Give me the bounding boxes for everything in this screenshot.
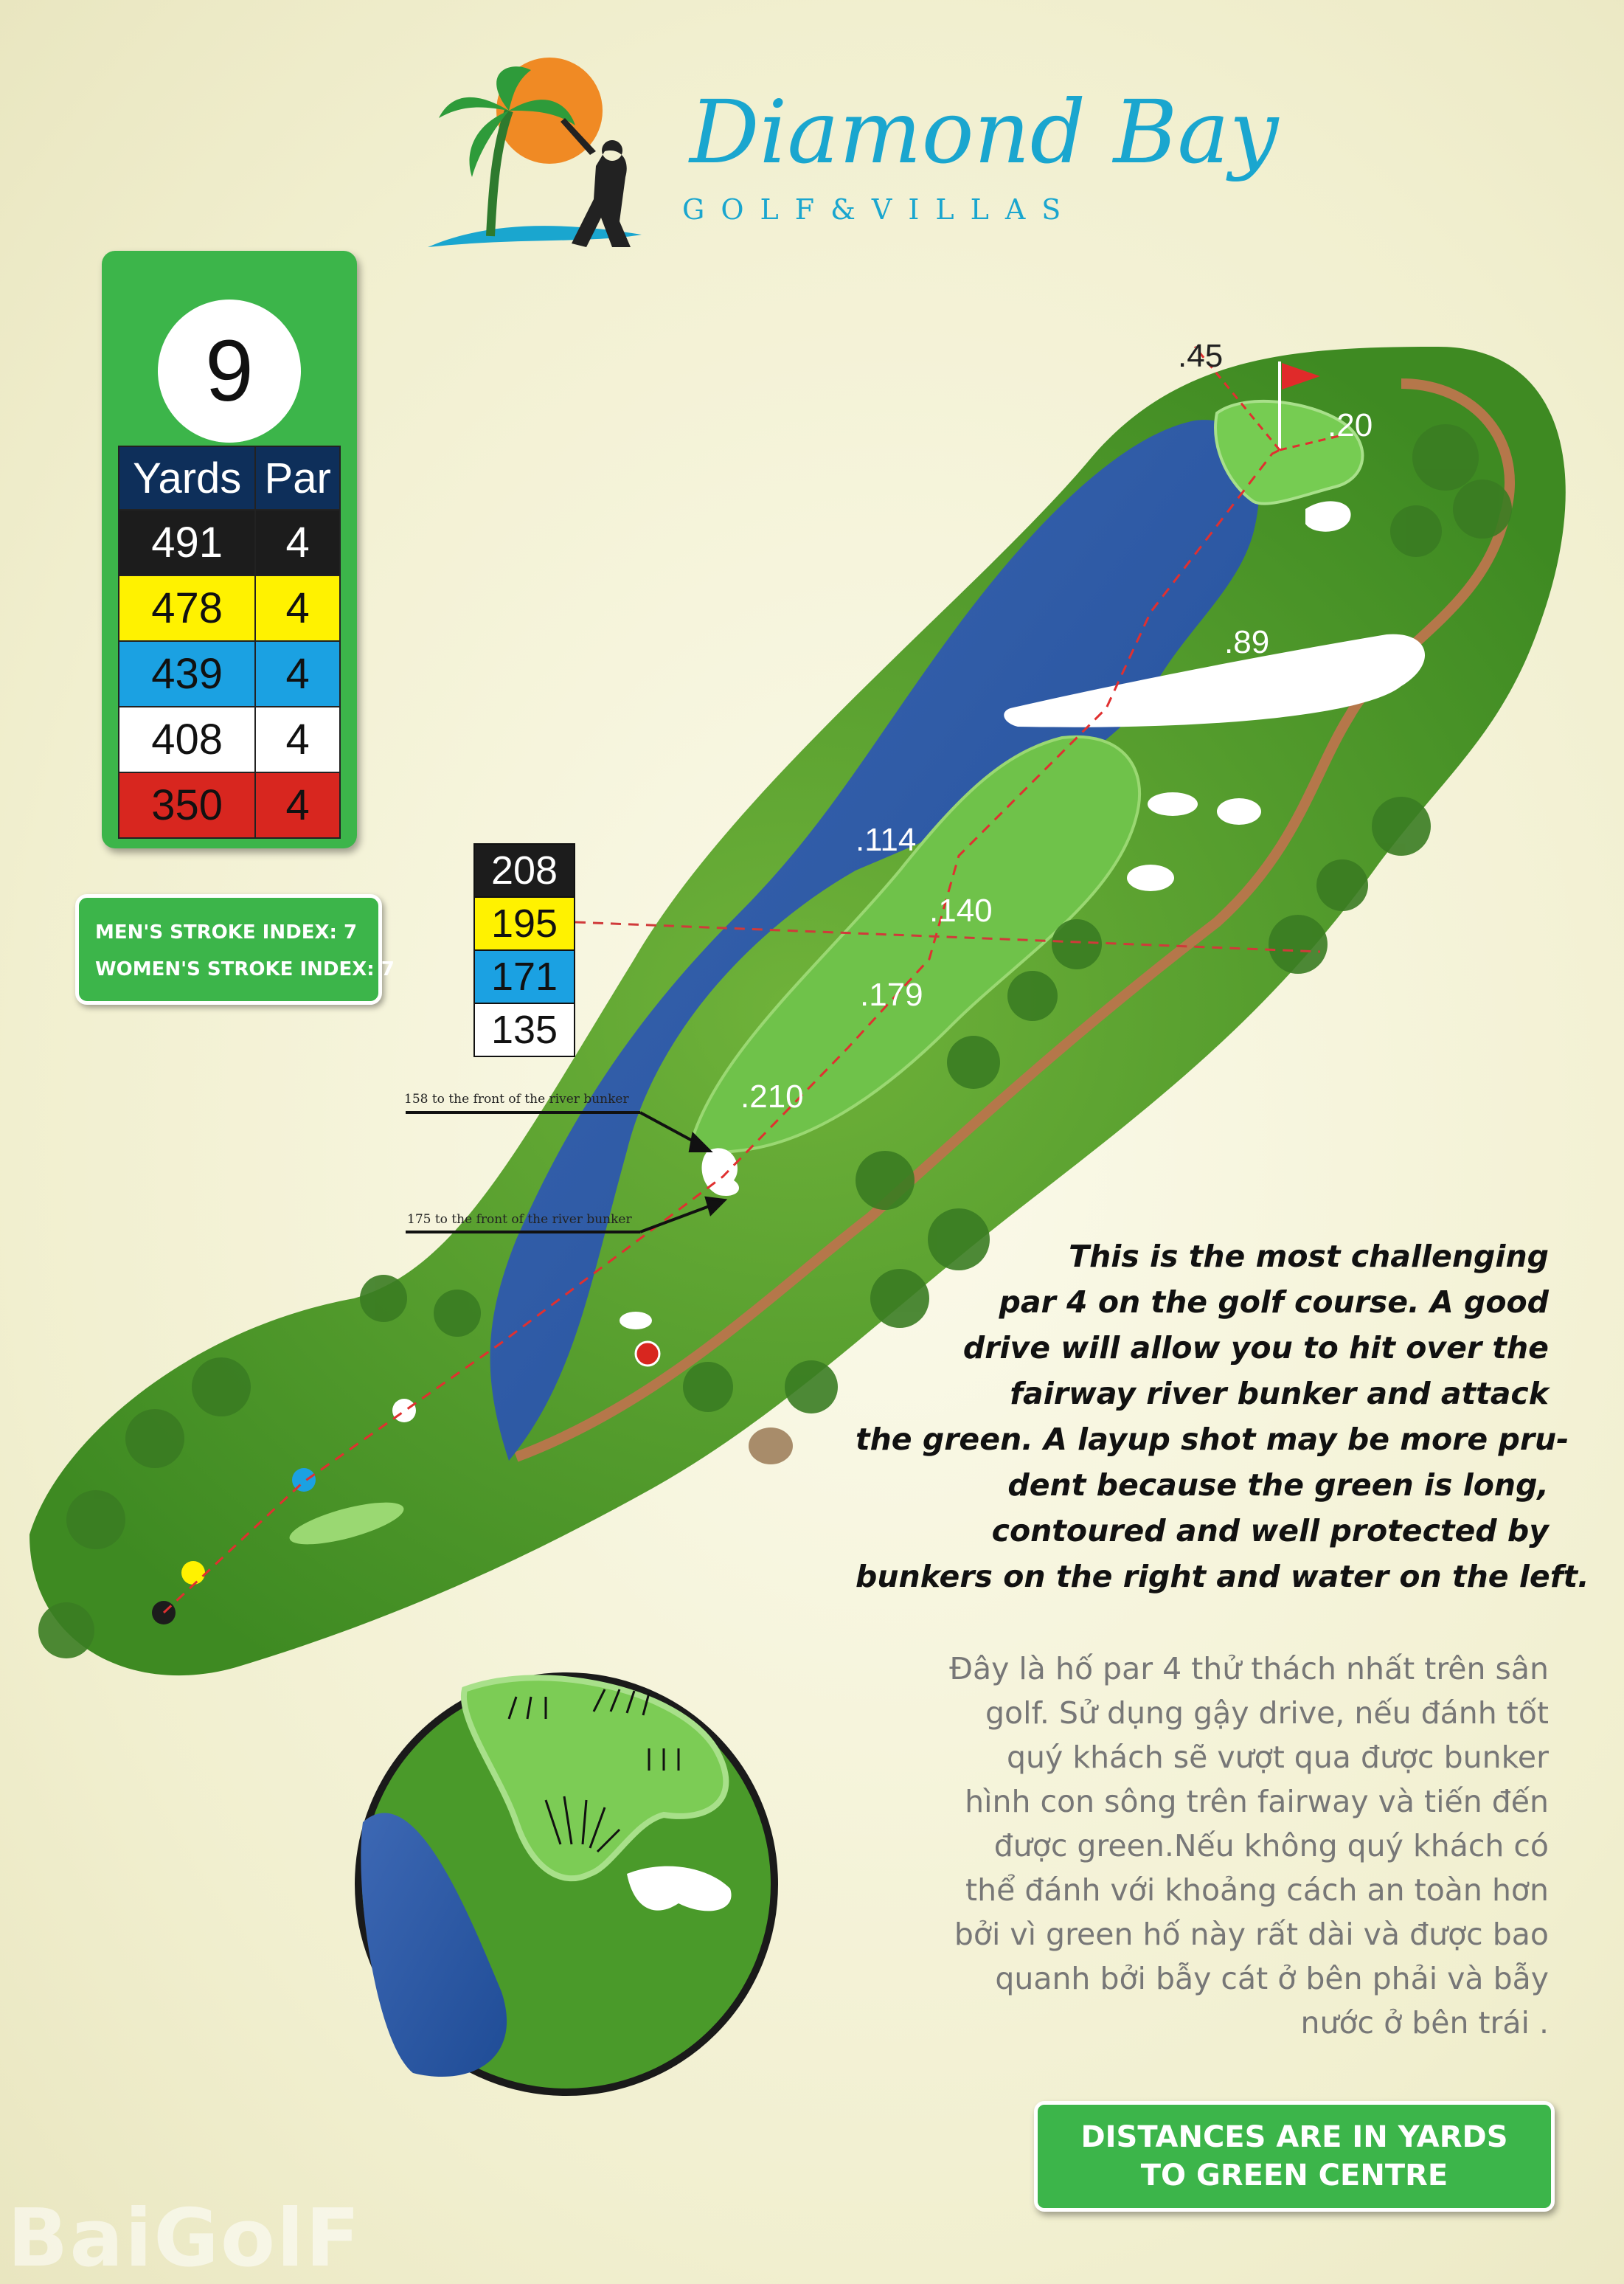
bunker-fairway-1 [1148, 792, 1198, 816]
tee-yards: 491 [119, 510, 255, 575]
description-line: quý khách sẽ vượt qua được bunker [1007, 1740, 1549, 1775]
marker-210: .210 [740, 1079, 804, 1115]
bunker-carry-table [473, 843, 575, 1057]
bunker-small [620, 1312, 652, 1329]
marker-45: .45 [1178, 338, 1224, 374]
mens-stroke-index: MEN'S STROKE INDEX: 7 [95, 921, 358, 944]
tee-par: 4 [255, 575, 340, 641]
note-158: 158 to the front of the river bunker [404, 1092, 629, 1107]
distances-note [1034, 2101, 1555, 2212]
description-line: golf. Sử dụng gậy drive, nếu đánh tốt [985, 1695, 1549, 1731]
tee-row [119, 510, 340, 575]
description-line: the green. A layup shot may be more pru- [856, 1422, 1569, 1457]
tee-marker-white [392, 1399, 416, 1422]
description-line: drive will allow you to hit over the [962, 1330, 1549, 1366]
marker-140: .140 [929, 893, 993, 929]
hole-card [102, 251, 357, 848]
tee-marker-yellow [181, 1561, 205, 1585]
green-detail-inset [358, 1676, 774, 2092]
tee-row [119, 641, 340, 707]
distances-note-line2: TO GREEN CENTRE [1140, 2159, 1448, 2193]
description-line: nước ở bên trái . [1300, 2005, 1549, 2041]
tee-par: 4 [255, 510, 340, 575]
carry-value: 208 [474, 844, 575, 897]
tee-yards: 478 [119, 575, 255, 641]
bunker-fairway-3 [1127, 865, 1174, 891]
tee-yards: 408 [119, 707, 255, 772]
tee-row [119, 772, 340, 838]
description-line: contoured and well protected by [991, 1513, 1549, 1548]
watermark: BaiGolF [7, 2193, 361, 2284]
description-english [856, 1233, 1589, 1599]
marker-179: .179 [860, 977, 923, 1013]
tee-yards: 350 [119, 772, 255, 838]
logo-graphic [428, 58, 642, 247]
description-line: được green.Nếu không quý khách có [993, 1828, 1549, 1863]
description-line: quanh bởi bẫy cát ở bên phải và bẫy [995, 1961, 1549, 1996]
description-vietnamese [856, 1647, 1549, 2045]
description-line: thể đánh với khoảng cách an toàn hơn [965, 1872, 1549, 1908]
tee-row [119, 575, 340, 641]
hole-number: 9 [158, 300, 301, 443]
description-line: fairway river bunker and attack [1010, 1376, 1549, 1411]
tee-par: 4 [255, 641, 340, 707]
marker-114: .114 [856, 822, 917, 858]
description-line: par 4 on the golf course. A good [999, 1284, 1549, 1320]
carry-value: 135 [474, 1003, 575, 1056]
marker-89: .89 [1224, 624, 1270, 660]
stroke-index-box [75, 894, 395, 1005]
brand-subtitle: GOLF&VILLAS [682, 193, 1078, 226]
carry-value: 195 [474, 897, 575, 950]
tee-yards: 439 [119, 641, 255, 707]
carry-row [474, 1003, 575, 1056]
carry-row [474, 897, 575, 950]
tee-par: 4 [255, 707, 340, 772]
description-line: This is the most challenging [1069, 1239, 1549, 1274]
description-line: bunkers on the right and water on the left. [856, 1559, 1589, 1594]
tee-marker-red [636, 1342, 659, 1366]
brand-name: Diamond Bay [690, 81, 1279, 183]
yardage-header-row [119, 446, 340, 510]
womens-stroke-index: WOMEN'S STROKE INDEX: 7 [95, 958, 395, 980]
yardage-table [118, 446, 341, 839]
distances-note-line1: DISTANCES ARE IN YARDS [1080, 2120, 1508, 2154]
bunker-fairway-2 [1217, 798, 1261, 825]
description-line: hình con sông trên fairway và tiến đến [965, 1784, 1549, 1819]
marker-20: .20 [1328, 407, 1373, 443]
description-line: dent because the green is long, [1007, 1467, 1549, 1503]
carry-value: 171 [474, 950, 575, 1003]
note-175: 175 to the front of the river bunker [407, 1212, 632, 1227]
description-line: Đây là hố par 4 thử thách nhất trên sân [949, 1651, 1549, 1686]
yards-header: Yards [119, 446, 255, 510]
par-header: Par [255, 446, 340, 510]
tee-rows [119, 510, 340, 838]
tee-par: 4 [255, 772, 340, 838]
tee-row [119, 707, 340, 772]
description-line: bởi vì green hố này rất dài và được bao [954, 1917, 1549, 1952]
carry-row [474, 844, 575, 897]
rock-icon [749, 1428, 793, 1464]
carry-row [474, 950, 575, 1003]
